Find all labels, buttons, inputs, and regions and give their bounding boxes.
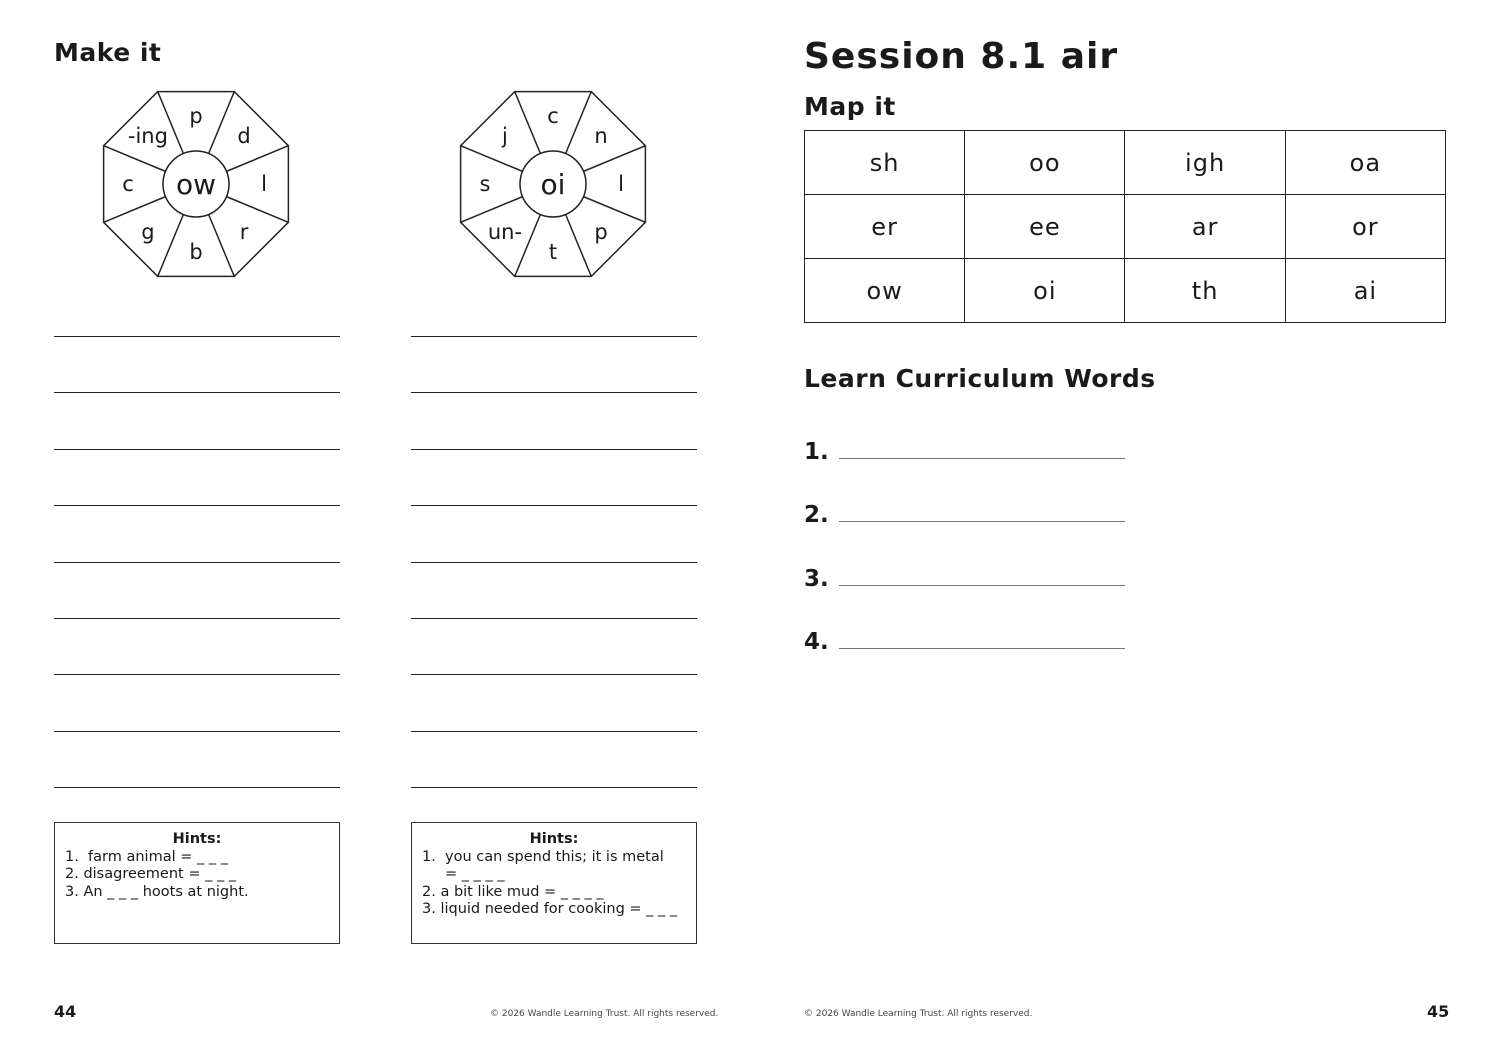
word-answer-line[interactable]	[839, 585, 1125, 586]
hint-line: 3. An _ _ _ hoots at night.	[65, 883, 249, 900]
grapheme-map-table	[804, 130, 1446, 323]
wheel-segment-letter: p	[189, 104, 203, 128]
word-number-4: 4.	[804, 629, 829, 655]
writing-line[interactable]	[54, 731, 340, 732]
map-it-heading: Map it	[804, 92, 896, 121]
word-number-1: 1.	[804, 439, 829, 465]
writing-line[interactable]	[411, 562, 697, 563]
wheel-segment-letter: j	[501, 123, 508, 148]
page-number-left: 44	[54, 1002, 77, 1021]
wheel-segment-letter: b	[189, 240, 203, 264]
table-cell: ee	[965, 195, 1125, 259]
wheel-segment-letter: d	[237, 123, 251, 148]
wheel-segment-letter: t	[548, 240, 558, 264]
hint-line: 1. farm animal = _ _ _	[65, 848, 228, 865]
table-cell: oo	[965, 131, 1125, 195]
word-wheel-oi	[453, 84, 653, 288]
hint-line: = _ _ _ _	[422, 866, 505, 883]
learn-curriculum-words-heading: Learn Curriculum Words	[804, 364, 1156, 393]
wheel-center-letters: oi	[540, 168, 566, 201]
word-answer-line[interactable]	[839, 458, 1125, 459]
hints-title: Hints:	[172, 831, 222, 847]
writing-line[interactable]	[411, 618, 697, 619]
wheel-segment-letter: l	[261, 172, 267, 196]
wheel-spoke	[461, 197, 523, 223]
table-cell: ow	[805, 259, 965, 323]
writing-line[interactable]	[411, 787, 697, 788]
writing-line[interactable]	[54, 562, 340, 563]
wheel-spoke	[209, 214, 235, 276]
page-number-right: 45	[1427, 1002, 1450, 1021]
writing-line[interactable]	[54, 618, 340, 619]
wheel-spoke	[104, 197, 166, 223]
wheel-segment-letter: r	[239, 220, 249, 245]
wheel-spoke	[515, 92, 541, 154]
table-row	[805, 259, 1446, 323]
wheel-spoke	[566, 214, 592, 276]
writing-line[interactable]	[54, 505, 340, 506]
writing-line[interactable]	[411, 336, 697, 337]
wheel-spoke	[226, 197, 288, 223]
table-cell: ai	[1285, 259, 1445, 323]
table-cell: th	[1125, 259, 1285, 323]
hint-line: 3. liquid needed for cooking = _ _ _	[422, 901, 678, 918]
table-cell: sh	[805, 131, 965, 195]
table-row	[805, 131, 1446, 195]
hints-box-oi	[411, 822, 697, 944]
writing-line[interactable]	[411, 674, 697, 675]
wheel-spoke	[583, 146, 645, 172]
writing-line[interactable]	[54, 392, 340, 393]
wheel-segment-letter: c	[122, 172, 134, 196]
hints-title: Hints:	[529, 831, 579, 847]
table-cell: igh	[1125, 131, 1285, 195]
writing-line[interactable]	[54, 787, 340, 788]
wheel-center-letters: ow	[175, 168, 217, 201]
make-it-heading: Make it	[54, 38, 162, 67]
wheel-spoke	[226, 146, 288, 172]
writing-line[interactable]	[411, 505, 697, 506]
copyright-right: © 2026 Wandle Learning Trust. All rights reserved.	[804, 1009, 1033, 1019]
word-answer-line[interactable]	[839, 521, 1125, 522]
table-row	[805, 195, 1446, 259]
table-cell: or	[1285, 195, 1445, 259]
copyright-left: © 2026 Wandle Learning Trust. All rights reserved.	[490, 1009, 719, 1019]
writing-line[interactable]	[411, 392, 697, 393]
table-cell: oa	[1285, 131, 1445, 195]
wheel-segment-letter: p	[594, 220, 608, 245]
writing-line[interactable]	[54, 674, 340, 675]
writing-line[interactable]	[411, 731, 697, 732]
hint-line: 1. you can spend this; it is metal	[422, 848, 664, 865]
session-title: Session 8.1 air	[804, 36, 1119, 77]
wheel-spoke	[583, 197, 645, 223]
wheel-spoke	[104, 146, 166, 172]
wheel-segment-letter: -ing	[127, 123, 168, 148]
wheel-segment-letter: g	[141, 220, 155, 245]
writing-line[interactable]	[54, 336, 340, 337]
word-number-3: 3.	[804, 566, 829, 592]
hint-line: 2. disagreement = _ _ _	[65, 866, 237, 883]
table-cell: ar	[1125, 195, 1285, 259]
hints-box-ow	[54, 822, 340, 944]
wheel-segment-letter: un-	[487, 220, 523, 245]
wheel-segment-letter: n	[594, 123, 608, 148]
hint-line: 2. a bit like mud = _ _ _ _	[422, 883, 604, 900]
wheel-segment-letter: s	[479, 172, 491, 196]
table-cell: er	[805, 195, 965, 259]
word-number-2: 2.	[804, 502, 829, 528]
wheel-spoke	[209, 92, 235, 154]
wheel-spoke	[461, 146, 523, 172]
wheel-spoke	[158, 214, 184, 276]
writing-line[interactable]	[54, 449, 340, 450]
wheel-spoke	[566, 92, 592, 154]
word-wheel-ow	[96, 84, 296, 288]
wheel-segment-letter: c	[547, 104, 559, 128]
wheel-segment-letter: l	[618, 172, 624, 196]
writing-line[interactable]	[411, 449, 697, 450]
word-answer-line[interactable]	[839, 648, 1125, 649]
table-cell: oi	[965, 259, 1125, 323]
